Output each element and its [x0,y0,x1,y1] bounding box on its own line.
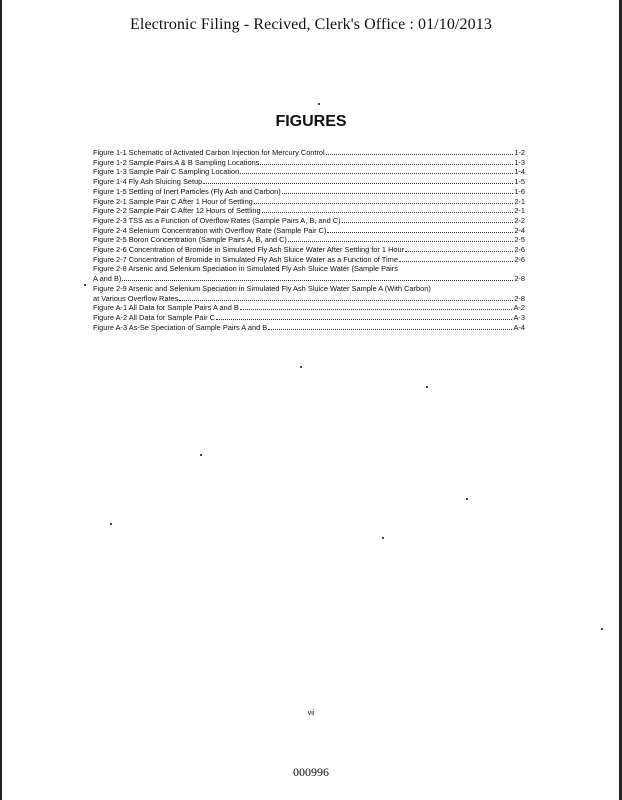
figure-page: 2-6 [514,254,525,264]
figure-page: 1-2 [514,148,525,157]
bates-number: 000996 [293,765,329,779]
list-item [93,167,525,177]
figure-page: 2-1 [514,196,525,206]
figure-label: Figure 1-5 Settling of Inert Particles (Fly Ash and Carbon) [93,186,281,196]
figure-page: A-4 [513,322,525,332]
list-item [93,245,525,255]
figure-page: 1-4 [514,167,525,177]
figure-label: Figure 1-3 Sample Pair C Sampling Location [93,167,240,177]
figure-page: 1-5 [514,177,525,187]
figure-label: Figure A-1 All Data for Sample Pairs A and B [93,303,239,313]
figure-page: 2-8 [514,274,525,284]
figure-label: Figure 2-3 TSS as a Function of Overflow Rates (Sample Pairs A, B, and C) [93,215,341,225]
figure-page: A-2 [513,303,525,313]
list-item [93,226,525,236]
page-roman-number: vii [307,710,315,717]
figure-label: Figure 2-1 Sample Pair C After 1 Hour of Settling [93,196,253,206]
scan-speck [426,386,428,388]
list-item [93,148,525,158]
scan-speck [110,523,112,525]
figure-label: Figure 2-2 Sample Pair C After 12 Hours of Settling [93,206,261,216]
list-item [93,255,525,265]
figure-label: Figure 2-8 Arsenic and Selenium Speciation in Simulated Fly Ash Sluice Water (Sample Pairs [93,264,398,274]
scan-speck [601,628,603,630]
figure-page: 2-4 [514,225,525,235]
list-item [93,313,525,323]
figures-list [93,148,525,332]
figure-label: Figure 2-6 Concentration of Bromide in Simulated Fly Ash Sluice Water After Settling for 1 Hour [93,245,405,255]
figure-label: Figure 2-7 Concentration of Bromide in Simulated Fly Ash Sluice Water as a Function of Time [93,254,398,264]
list-item [93,216,525,226]
figure-label: Figure A-3 As-Se Speciation of Sample Pairs A and B [93,322,268,332]
figure-label: Figure 1-2 Sample Pairs A & B Sampling Locations [93,157,260,167]
list-item [93,187,525,197]
figure-page: 2-8 [514,293,525,303]
list-item [93,158,525,168]
scan-speck [466,498,468,500]
figure-page: 2-1 [514,206,525,216]
scan-speck [382,537,384,539]
list-item [93,206,525,216]
figure-page: 2-2 [514,215,525,225]
list-item [93,235,525,245]
list-item [93,197,525,207]
figure-label: Figure 2-9 Arsenic and Selenium Speciation in Simulated Fly Ash Sluice Water Sample A (With Carbon) [93,283,431,293]
filing-header: Electronic Filing - Recived, Clerk's Office : 01/10/2013 [130,16,492,33]
scan-speck [300,366,302,368]
list-item [93,177,525,187]
figure-label: Figure 2-5 Boron Concentration (Sample Pairs A, B, and C) [93,235,287,245]
figure-label: Figure 2-4 Selenium Concentration with Overflow Rate (Sample Pair C) [93,225,327,235]
scan-speck [200,454,202,456]
list-item [93,284,525,303]
scan-speck [84,284,86,286]
figure-page: 1-3 [514,157,525,167]
figure-label-continued: A and B) [93,274,122,284]
list-item [93,264,525,283]
figure-page: A-3 [513,312,525,322]
scan-speck [318,103,320,105]
figure-page: 2-6 [514,245,525,255]
figure-label: Figure 1-4 Fly Ash Sluicing Setup [93,177,203,187]
figure-page: 2-5 [514,235,525,245]
list-item [93,323,525,333]
figure-label: Figure A-2 All Data for Sample Pair C [93,312,215,322]
list-item [93,303,525,313]
figure-label-continued: at Various Overflow Rates [93,293,179,303]
figure-page: 1-6 [514,186,525,196]
figure-label: Figure 1-1 Schematic of Activated Carbon Injection for Mercury Control [93,148,325,157]
page-title: FIGURES [275,113,347,130]
